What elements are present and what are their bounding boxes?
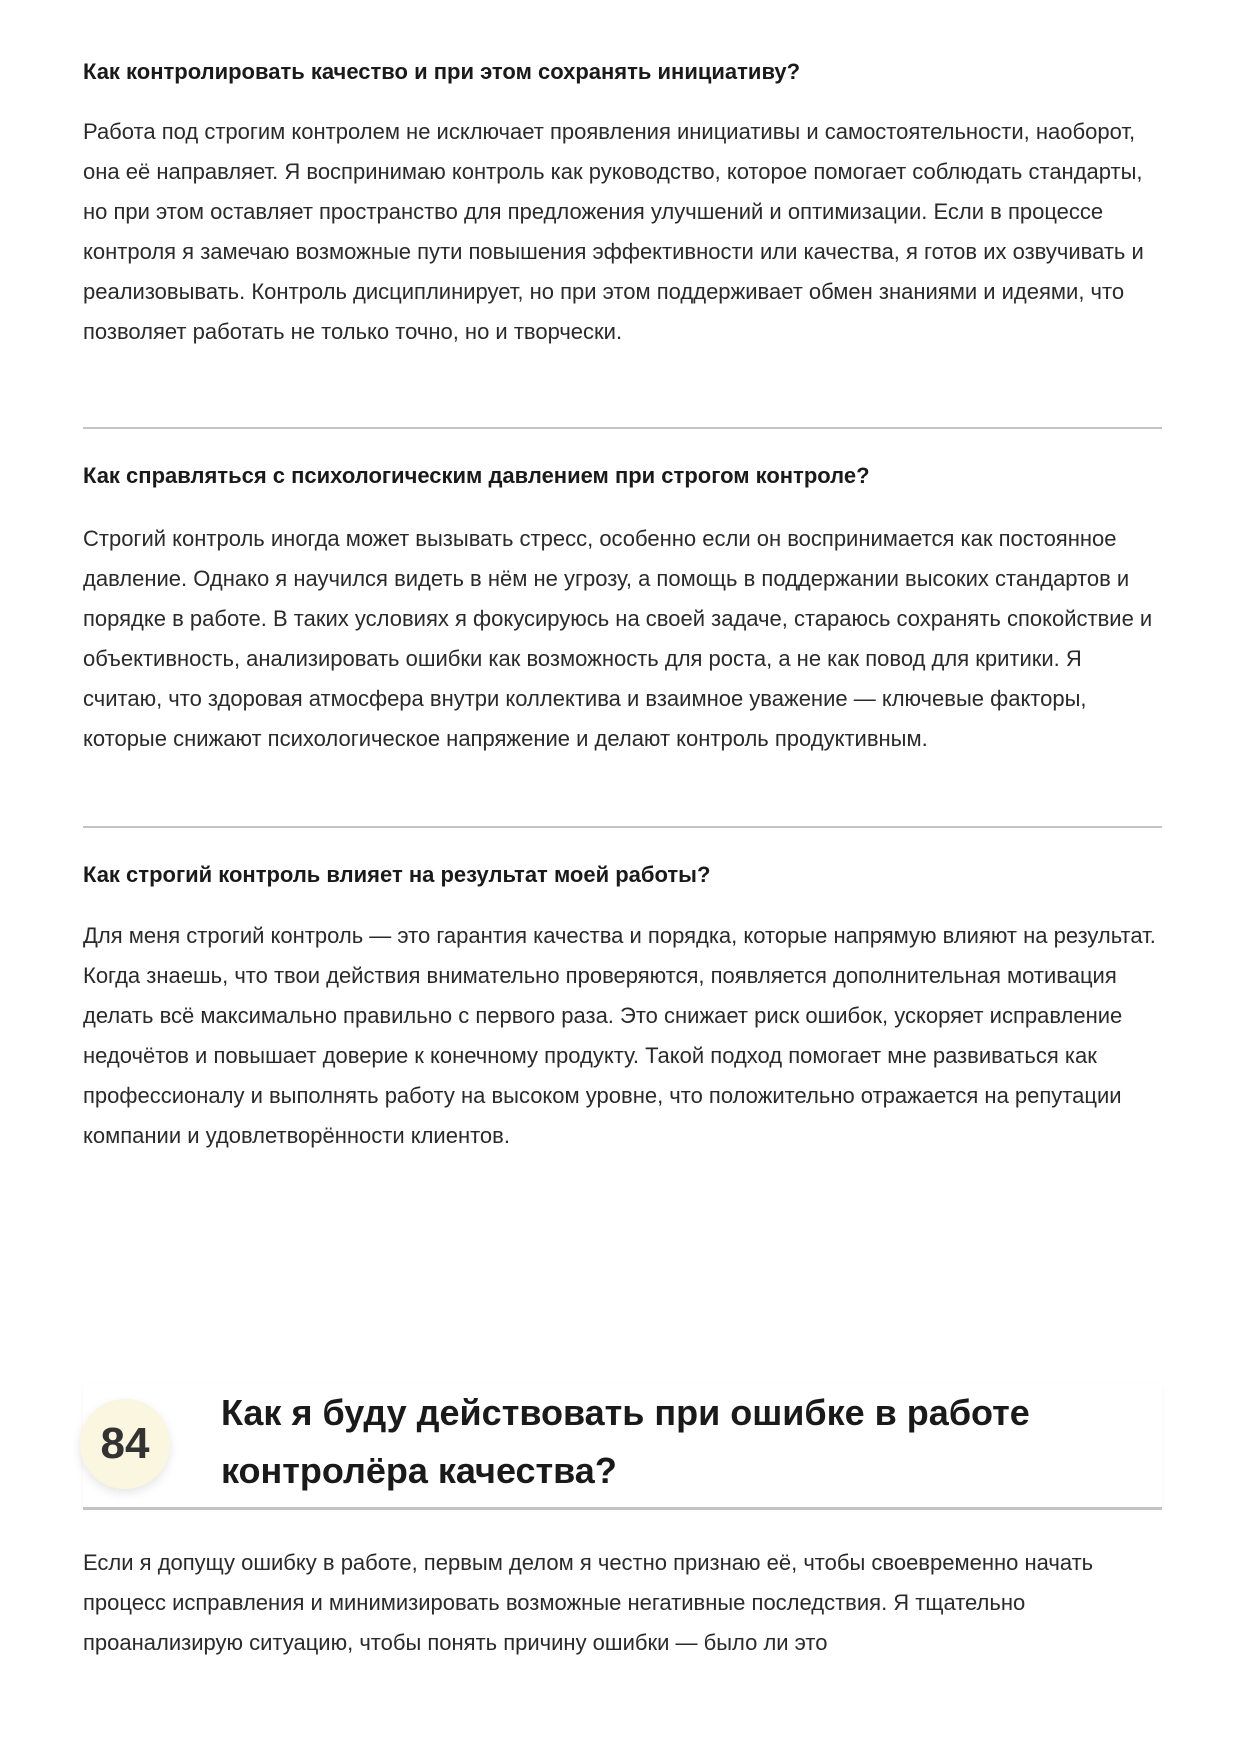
section-divider bbox=[83, 1507, 1162, 1510]
question-heading: Как строгий контроль влияет на результат моей работы? bbox=[83, 862, 711, 887]
answer-paragraph: Для меня строгий контроль — это гарантия качества и порядка, которые напрямую влияют на результат. Когда знаешь, что твои действия внимательно проверяются, появляется дополнительная мотивация делать всё максимально правильно с первого раза. Это снижает риск ошибок, ускоряет исправление недочётов и повышает доверие к конечному продукту. Такой подход помогает мне развиваться как профессионалу и выполнять работу на высоком уровне, что положительно отражается на репутации компании и удовлетворённости клиентов. bbox=[83, 923, 1156, 1148]
divider bbox=[83, 826, 1162, 828]
answer-paragraph: Работа под строгим контролем не исключает проявления инициативы и самостоятельности, наоборот, она её направляет. Я воспринимаю контроль как руководство, которое помогает соблюдать стандарты, но при этом оставляет пространство для предложения улучшений и оптимизации. Если в процессе контроля я замечаю возможные пути повышения эффективности или качества, я готов их озвучивать и реализовывать. Контроль дисциплинирует, но при этом поддерживает обмен знаниями и идеями, что позволяет работать не только точно, но и творчески. bbox=[83, 119, 1144, 344]
section-number-badge: 84 bbox=[80, 1399, 170, 1489]
section-title: Как я буду действовать при ошибке в работе контролёра качества? bbox=[221, 1392, 1030, 1491]
divider bbox=[83, 427, 1162, 429]
question-heading: Как справляться с психологическим давлением при строгом контроле? bbox=[83, 463, 870, 488]
section-body-paragraph: Если я допущу ошибку в работе, первым делом я честно признаю её, чтобы своевременно начать процесс исправления и минимизировать возможные негативные последствия. Я тщательно проанализирую ситуацию, чтобы понять причину ошибки — было ли это bbox=[83, 1550, 1094, 1655]
question-heading: Как контролировать качество и при этом сохранять инициативу? bbox=[83, 59, 801, 84]
answer-paragraph: Строгий контроль иногда может вызывать стресс, особенно если он воспринимается как постоянное давление. Однако я научился видеть в нём не угрозу, а помощь в поддержании высоких стандартов и порядке в работе. В таких условиях я фокусируюсь на своей задаче, стараюсь сохранять спокойствие и объективность, анализировать ошибки как возможность для роста, а не как повод для критики. Я считаю, что здоровая атмосфера внутри коллектива и взаимное уважение — ключевые факторы, которые снижают психологическое напряжение и делают контроль продуктивным. bbox=[83, 526, 1153, 751]
